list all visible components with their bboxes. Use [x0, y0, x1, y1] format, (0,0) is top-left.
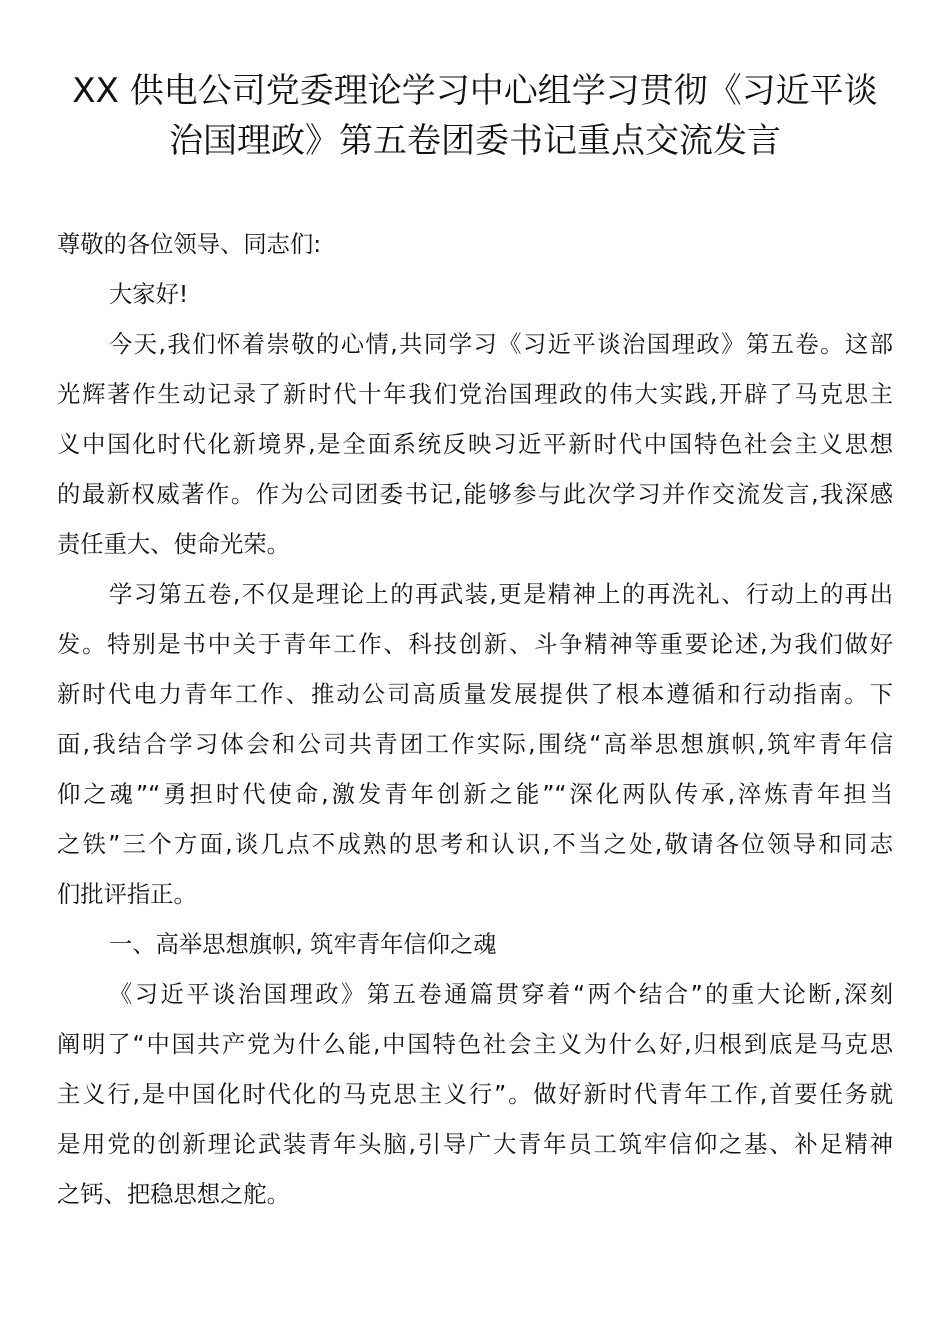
paragraph-line: 仰之魂”“勇担时代使命,激发青年创新之能”“深化两队传承,淬炼青年担当: [57, 781, 893, 808]
paragraph-line: 义中国化时代化新境界,是全面系统反映习近平新时代中国特色社会主义思想: [57, 431, 893, 458]
paragraph-line: 是用党的创新理论武装青年头脑,引导广大青年员工筑牢信仰之基、补足精神: [57, 1131, 893, 1158]
greeting: 大家好!: [109, 281, 189, 308]
title-line-1: XX 供电公司党委理论学习中心组学习贯彻《习近平谈: [72, 71, 878, 111]
paragraph-intro: [57, 320, 893, 570]
paragraph-line: 责任重大、使命光荣。: [57, 531, 290, 558]
title-line-2: 治国理政》第五卷团委书记重点交流发言: [169, 121, 781, 161]
paragraph-outline: [57, 570, 893, 920]
document-body: [57, 220, 893, 1220]
paragraph-line: 今天,我们怀着崇敬的心情,共同学习《习近平谈治国理政》第五卷。这部: [109, 331, 893, 358]
paragraph-line: 面,我结合学习体会和公司共青团工作实际,围绕“高举思想旗帜,筑牢青年信: [57, 731, 893, 758]
paragraph-line: 的最新权威著作。作为公司团委书记,能够参与此次学习并作交流发言,我深感: [57, 481, 893, 508]
salutation: 尊敬的各位领导、同志们:: [57, 231, 322, 258]
paragraph-line: 光辉著作生动记录了新时代十年我们党治国理政的伟大实践,开辟了马克思主: [57, 381, 893, 408]
paragraph-line: 新时代电力青年工作、推动公司高质量发展提供了根本遵循和行动指南。下: [57, 681, 893, 708]
paragraph-line: 们批评指正。: [57, 881, 197, 908]
paragraph-line: 之铁”三个方面,谈几点不成熟的思考和认识,不当之处,敬请各位领导和同志: [57, 831, 893, 858]
paragraph-line: 发。特别是书中关于青年工作、科技创新、斗争精神等重要论述,为我们做好: [57, 631, 893, 658]
paragraph-line: 主义行,是中国化时代化的马克思主义行”。做好新时代青年工作,首要任务就: [57, 1081, 893, 1108]
document-title: [40, 66, 910, 166]
paragraph-line: 之钙、把稳思想之舵。: [57, 1181, 290, 1208]
section-heading: 一、高举思想旗帜, 筑牢青年信仰之魂: [109, 931, 497, 958]
paragraph-line: 学习第五卷,不仅是理论上的再武装,更是精神上的再洗礼、行动上的再出: [109, 581, 893, 608]
paragraph-section-1: [57, 970, 893, 1220]
paragraph-line: 《习近平谈治国理政》第五卷通篇贯穿着“两个结合”的重大论断,深刻: [109, 981, 893, 1008]
paragraph-line: 阐明了“中国共产党为什么能,中国特色社会主义为什么好,归根到底是马克思: [57, 1031, 893, 1058]
